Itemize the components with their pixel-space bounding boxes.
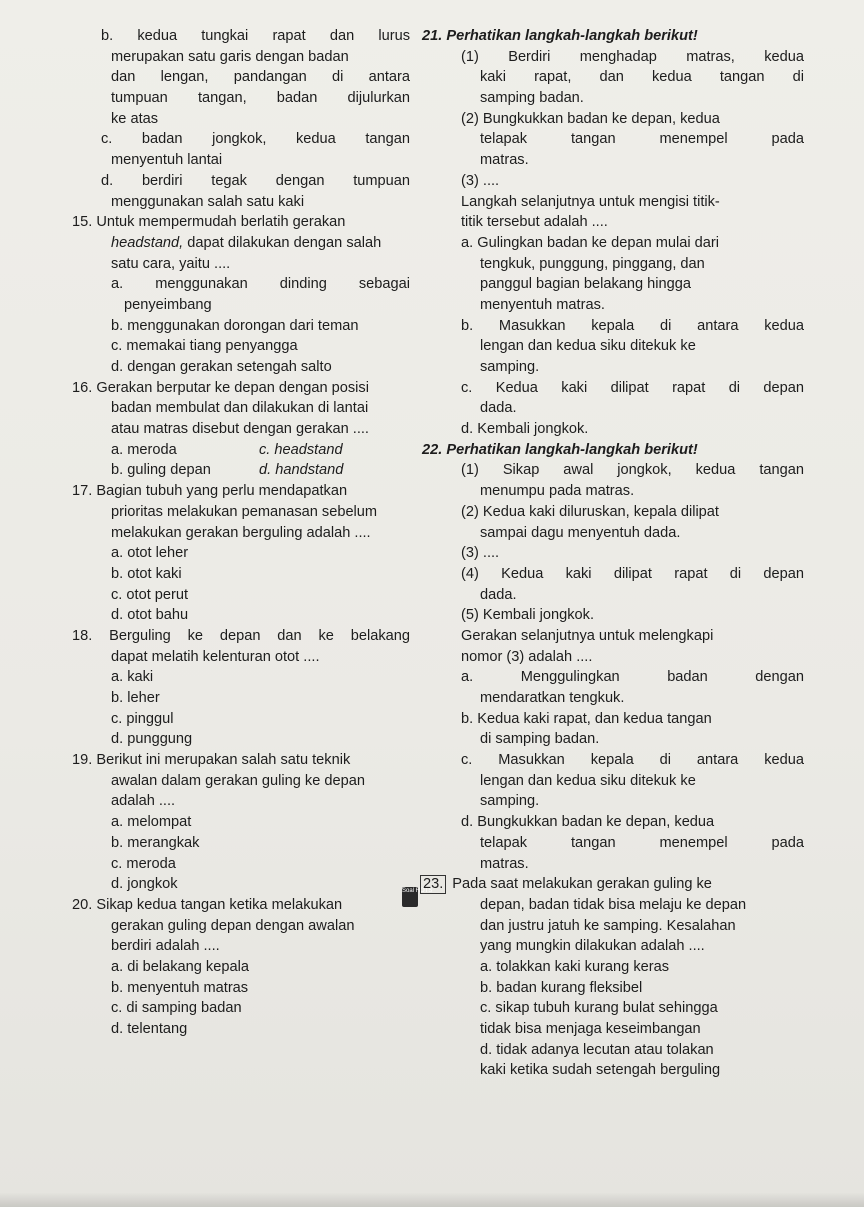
left-text-line: 18. Berguling ke depan dan ke belakang [72, 627, 410, 644]
right-text-line: titik tersebut adalah .... [461, 214, 608, 231]
left-text-line: c. meroda [111, 855, 176, 872]
left-text-line: b. menyentuh matras [111, 979, 249, 996]
right-text-line: samping badan. [480, 90, 584, 107]
left-text-line: penyeimbang [124, 296, 212, 313]
right-text-line: kaki ketika sudah setengah berguling [480, 1062, 721, 1079]
question-text: dapat dilakukan dengan salah [183, 234, 382, 251]
right-text-line: c. sikap tubuh kurang bulat sehingga [480, 1000, 718, 1017]
left-text-line: 20. Sikap kedua tangan ketika melakukan [72, 896, 343, 913]
right-text-line: b. badan kurang fleksibel [480, 979, 643, 996]
left-text-line: b. leher [111, 690, 160, 706]
left-text-line: a. menggunakan dinding sebagai [111, 276, 410, 293]
left-text-line: d. berdiri tegak dengan tumpuan [101, 172, 410, 189]
right-text-line: (4) Kedua kaki dilipat rapat di depan [461, 565, 804, 582]
right-text-line: c. Masukkan kepala di antara kedua [461, 752, 804, 769]
left-text-line: menyentuh lantai [111, 152, 223, 169]
right-text-line: nomor (3) adalah .... [461, 648, 593, 665]
right-text-line: (3) .... [461, 172, 500, 189]
right-text-line: sampai dagu menyentuh dada. [480, 524, 681, 541]
right-text-line: menyentuh matras. [480, 296, 605, 313]
right-text-line: d. Bungkukkan badan ke depan, kedua [461, 814, 715, 831]
right-text-line: kaki rapat, dan kedua tangan di [480, 69, 804, 86]
right-text-line: 21. Perhatikan langkah-langkah berikut! [422, 28, 698, 44]
right-text-line: Gerakan selanjutnya untuk melengkapi [461, 627, 714, 644]
right-text-line: di samping badan. [480, 731, 600, 748]
right-text-line: telapak tangan menempel pada [480, 131, 804, 148]
right-text-line: d. tidak adanya lecutan atau tolakan [480, 1041, 714, 1058]
answer-option: b. guling depan [111, 462, 211, 479]
left-text-line: 15. Untuk mempermudah berlatih gerakan [72, 214, 346, 231]
answer-option: c. headstand [259, 441, 343, 458]
right-text-line: a. tolakkan kaki kurang keras [480, 958, 670, 975]
right-text-line: telapak tangan menempel pada [480, 834, 804, 851]
italic-term: headstand, [111, 234, 184, 251]
left-text-line: a. kaki [111, 669, 154, 686]
right-text-line: b. Kedua kaki rapat, dan kedua tangan [461, 710, 712, 727]
answer-option: d. handstand [259, 462, 344, 479]
right-text-line: Langkah selanjutnya untuk mengisi titik- [461, 193, 720, 210]
right-text-line: dada. [480, 586, 517, 603]
right-text-line: d. Kembali jongkok. [461, 421, 589, 438]
left-text-line: c. badan jongkok, kedua tangan [101, 131, 410, 148]
right-text-line: tidak bisa menjaga keseimbangan [480, 1021, 701, 1037]
left-text-line: adalah .... [111, 793, 176, 810]
right-text-line: dan justru jatuh ke samping. Kesalahan [480, 917, 736, 934]
left-text-line: melakukan gerakan berguling adalah .... [111, 524, 371, 541]
left-text-line: c. pinggul [111, 710, 174, 727]
right-text-line: (1) Berdiri menghadap matras, kedua [461, 48, 804, 65]
right-text-line: dada. [480, 400, 517, 417]
right-text-line: menumpu pada matras. [480, 483, 635, 500]
left-text-line: prioritas melakukan pemanasan sebelum [111, 503, 378, 520]
left-text-line: d. jongkok [111, 876, 178, 893]
left-text-line: satu cara, yaitu .... [111, 255, 231, 272]
left-text-line: dan lengan, pandangan di antara [111, 69, 410, 86]
left-text-line: ke atas [111, 110, 159, 127]
right-text-line: lengan dan kedua siku ditekuk ke [480, 338, 696, 355]
right-text-line: tengkuk, punggung, pinggang, dan [480, 255, 705, 272]
question-text: Pada saat melakukan gerakan guling ke [452, 876, 712, 893]
left-text-line: badan membulat dan dilakukan di lantai [111, 400, 369, 417]
left-text-line: d. punggung [111, 731, 193, 748]
right-column [402, 26, 804, 1081]
left-text-line: c. otot perut [111, 586, 189, 603]
left-text-line: 17. Bagian tubuh yang perlu mendapatkan [72, 483, 348, 500]
right-text-line: c. Kedua kaki dilipat rapat di depan [461, 379, 804, 396]
left-text-line: d. telentang [111, 1021, 188, 1037]
right-text-line: panggul bagian belakang hingga [480, 276, 691, 293]
left-text-line [72, 233, 410, 254]
left-text-line: b. merangkak [111, 834, 200, 851]
right-text-line: (2) Kedua kaki diluruskan, kepala dilipat [461, 503, 719, 520]
right-text-line: a. Gulingkan badan ke depan mulai dari [461, 234, 719, 251]
left-text-line: d. dengan gerakan setengah salto [111, 359, 332, 375]
left-text-line: berdiri adalah .... [111, 938, 220, 955]
left-column [72, 26, 410, 1040]
right-text-line: depan, badan tidak bisa melaju ke depan [480, 896, 747, 913]
left-text-line: b. menggunakan dorongan dari teman [111, 317, 359, 334]
right-text-line: (1) Sikap awal jongkok, kedua tangan [461, 462, 804, 479]
right-text-line: samping. [480, 359, 540, 375]
left-text-line [72, 460, 410, 481]
left-text-line: a. otot leher [111, 545, 189, 562]
hots-badge-icon: Soal HOTS [402, 887, 418, 907]
left-text-line: atau matras disebut dengan gerakan .... [111, 421, 369, 438]
right-text-line [402, 874, 804, 895]
right-text-line: yang mungkin dilakukan adalah .... [480, 938, 705, 955]
left-text-line: 16. Gerakan berputar ke depan dengan posisi [72, 379, 369, 396]
left-text-line: c. di samping badan [111, 1000, 242, 1017]
left-text-line: a. melompat [111, 814, 192, 831]
left-text-line [72, 440, 410, 461]
left-text-line: tumpuan tangan, badan dijulurkan [111, 90, 410, 107]
left-text-line: b. kedua tungkai rapat dan lurus [101, 28, 410, 44]
left-text-line: dapat melatih kelenturan otot .... [111, 648, 320, 665]
right-text-line: (2) Bungkukkan badan ke depan, kedua [461, 110, 720, 127]
right-text-line: mendaratkan tengkuk. [480, 690, 625, 706]
question-number: 23. [420, 875, 446, 894]
page-bottom-edge [0, 1192, 864, 1207]
left-text-line: 19. Berikut ini merupakan salah satu teknik [72, 752, 351, 769]
right-text-line: 22. Perhatikan langkah-langkah berikut! [422, 441, 698, 458]
left-text-line: b. otot kaki [111, 565, 182, 582]
right-text-line: (3) .... [461, 545, 500, 562]
answer-option: a. meroda [111, 441, 177, 458]
left-text-line: c. memakai tiang penyangga [111, 338, 298, 355]
right-text-line: lengan dan kedua siku ditekuk ke [480, 772, 696, 789]
left-text-line: gerakan guling depan dengan awalan [111, 917, 355, 934]
left-text-line: merupakan satu garis dengan badan [111, 48, 349, 65]
right-text-line: b. Masukkan kepala di antara kedua [461, 317, 804, 334]
right-text-line: samping. [480, 793, 540, 810]
right-text-line: a. Menggulingkan badan dengan [461, 669, 804, 686]
left-text-line: a. di belakang kepala [111, 958, 249, 975]
right-text-line: (5) Kembali jongkok. [461, 607, 595, 624]
right-text-line: matras. [480, 152, 529, 169]
left-text-line: awalan dalam gerakan guling ke depan [111, 772, 365, 789]
right-text-line: matras. [480, 855, 529, 872]
left-text-line: d. otot bahu [111, 607, 189, 624]
left-text-line: menggunakan salah satu kaki [111, 193, 305, 210]
